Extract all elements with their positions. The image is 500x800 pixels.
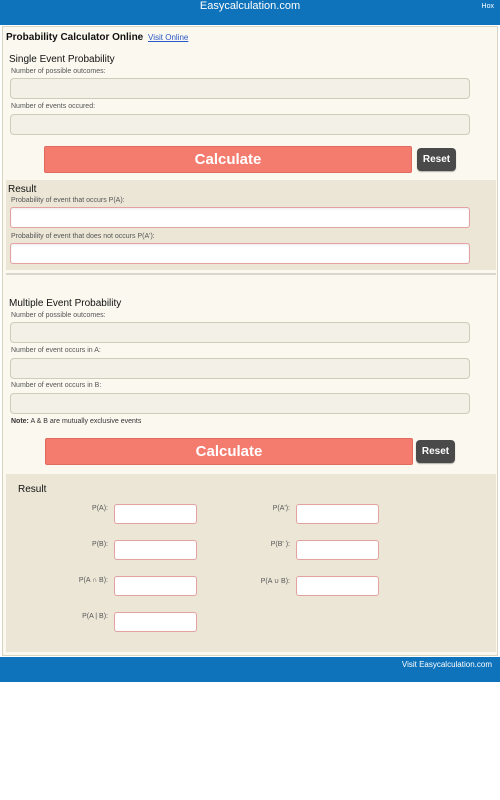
multi-a-label: Number of event occurs in A: bbox=[11, 347, 101, 354]
multi-result-box bbox=[6, 474, 496, 652]
single-outcomes-label: Number of possible outcomes: bbox=[11, 68, 106, 75]
single-event-title: Single Event Probability bbox=[9, 54, 115, 65]
pa-given-b-result-label: P(A | B): bbox=[82, 613, 108, 620]
pa-not-output[interactable] bbox=[10, 243, 470, 264]
multi-b-label: Number of event occurs in B: bbox=[11, 382, 102, 389]
visit-online-link[interactable]: Visit Online bbox=[148, 33, 189, 42]
page-title-text: Probability Calculator Online bbox=[6, 32, 144, 43]
visit-site-link[interactable]: Visit Easycalculation.com bbox=[401, 660, 492, 669]
multi-b-input[interactable] bbox=[10, 393, 470, 414]
pa-prime-result-output[interactable] bbox=[296, 504, 379, 524]
single-result-box bbox=[6, 180, 496, 270]
pb-result-output[interactable] bbox=[114, 540, 197, 560]
multiple-event-title: Multiple Event Probability bbox=[9, 298, 122, 309]
app-title: Easycalculation.com bbox=[199, 0, 301, 12]
pb-prime-result-output[interactable] bbox=[296, 540, 379, 560]
bottom-bar bbox=[0, 657, 500, 682]
pa-and-b-result-label: P(A ∩ B): bbox=[78, 577, 108, 584]
pa-and-b-result-output[interactable] bbox=[114, 576, 197, 596]
single-reset-button[interactable]: Reset bbox=[417, 148, 456, 171]
note-label: Note: bbox=[11, 418, 29, 425]
single-events-label: Number of events occured: bbox=[11, 103, 96, 110]
pa-not-label: Probability of event that does not occurs P(A'): bbox=[11, 233, 155, 240]
multi-result-title: Result bbox=[18, 484, 47, 495]
section-divider bbox=[6, 273, 496, 275]
pb-result-label: P(B): bbox=[92, 541, 108, 548]
multi-outcomes-input[interactable] bbox=[10, 322, 470, 343]
page-title bbox=[6, 32, 188, 43]
single-outcomes-input[interactable] bbox=[10, 78, 470, 99]
single-calculate-button[interactable]: Calculate bbox=[44, 146, 412, 173]
calculator-panel bbox=[2, 26, 498, 656]
exclusive-note bbox=[11, 418, 141, 425]
multi-outcomes-label: Number of possible outcomes: bbox=[11, 312, 106, 319]
pb-prime-result-label: P(B' ): bbox=[270, 541, 290, 548]
pa-or-b-result-output[interactable] bbox=[296, 576, 379, 596]
multi-a-input[interactable] bbox=[10, 358, 470, 379]
top-bar bbox=[0, 0, 500, 25]
single-events-input[interactable] bbox=[10, 114, 470, 135]
multi-reset-button[interactable]: Reset bbox=[416, 440, 455, 463]
pa-output[interactable] bbox=[10, 207, 470, 228]
pa-given-b-result-output[interactable] bbox=[114, 612, 197, 632]
pa-label: Probability of event that occurs P(A): bbox=[11, 197, 125, 204]
single-result-title: Result bbox=[8, 184, 37, 195]
pa-result-label: P(A): bbox=[92, 505, 108, 512]
multi-calculate-button[interactable]: Calculate bbox=[45, 438, 413, 465]
pa-or-b-result-label: P(A ∪ B): bbox=[260, 578, 290, 585]
pa-prime-result-label: P(A'): bbox=[272, 505, 290, 512]
note-text: A & B are mutually exclusive events bbox=[28, 418, 142, 425]
corner-label[interactable]: Hox bbox=[481, 3, 494, 10]
pa-result-output[interactable] bbox=[114, 504, 197, 524]
